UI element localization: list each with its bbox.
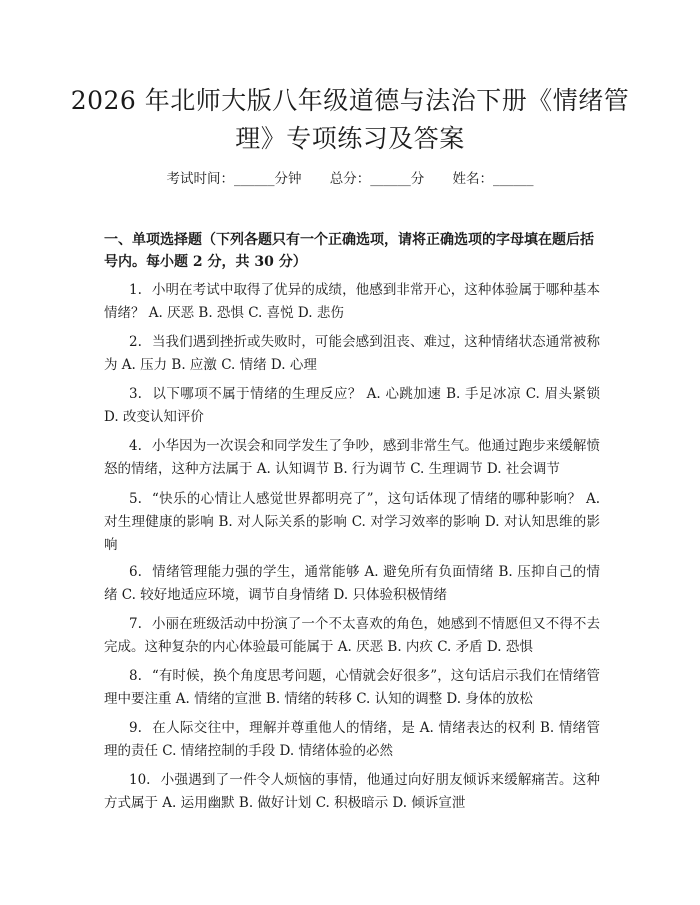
student-name-field: 姓名：______ <box>452 171 534 187</box>
question-text: “快乐的心情让人感觉世界都明亮了”，这句话体现了情绪的哪种影响？ A. 对生理健康的影响 B. 对人际关系的影响 C. 对学习效率的影响 D. 对认知思维的影响 <box>104 491 600 553</box>
question-text: 在人际交往中，理解并尊重他人的情绪，是 A. 情绪表达的权利 B. 情绪管理的责任 C. 情绪控制的手段 D. 情绪体验的必然 <box>104 720 600 759</box>
question-item <box>104 561 600 607</box>
question-number: 7. <box>129 616 142 632</box>
question-number: 1. <box>129 282 142 298</box>
question-text: 小强遇到了一件令人烦恼的事情，他通过向好朋友倾诉来缓解痛苦。这种方式属于 A. 运用幽默 B. 做好计划 C. 积极暗示 D. 倾诉宣泄 <box>104 772 600 811</box>
exam-info-line <box>0 170 700 188</box>
question-text: 当我们遇到挫折或失败时，可能会感到沮丧、难过，这种情绪状态通常被称为 A. 压力 B. 应激 C. 情绪 D. 心理 <box>104 334 600 373</box>
question-text: 小明在考试中取得了优异的成绩，他感到非常开心，这种体验属于哪种基本情绪？ A. 厌恶 B. 恐惧 C. 喜悦 D. 悲伤 <box>104 282 600 321</box>
question-text: 以下哪项不属于情绪的生理反应？ A. 心跳加速 B. 手足冰凉 C. 眉头紧锁 D. 改变认知评价 <box>104 386 600 425</box>
question-number: 9. <box>129 720 142 736</box>
question-number: 4. <box>129 438 142 454</box>
question-text: “有时候，换个角度思考问题，心情就会好很多”，这句话启示我们在情绪管理中要注重 A. 情绪的宣泄 B. 情绪的转移 C. 认知的调整 D. 身体的放松 <box>104 668 600 707</box>
question-item <box>104 665 600 711</box>
question-item <box>104 383 600 429</box>
question-number: 3. <box>129 386 142 402</box>
exam-time-field: 考试时间：______分钟 <box>166 171 302 187</box>
question-text: 小丽在班级活动中扮演了一个不太喜欢的角色，她感到不情愿但又不得不去完成。这种复杂的内心体验最可能属于 A. 厌恶 B. 内疚 C. 矛盾 D. 恐惧 <box>104 616 600 655</box>
question-item <box>104 331 600 377</box>
question-number: 5. <box>129 491 142 507</box>
section-heading: 一、单项选择题（下列各题只有一个正确选项，请将正确选项的字母填在题后括号内。每小题 2 分，共 30 分） <box>104 232 594 270</box>
question-item <box>104 717 600 763</box>
question-item <box>104 488 600 557</box>
question-item <box>104 769 600 815</box>
question-number: 8. <box>129 668 142 684</box>
question-text: 情绪管理能力强的学生，通常能够 A. 避免所有负面情绪 B. 压抑自己的情绪 C. 较好地适应环境，调节自身情绪 D. 只体验积极情绪 <box>104 564 600 603</box>
question-text: 小华因为一次误会和同学发生了争吵，感到非常生气。他通过跑步来缓解愤怒的情绪，这种方法属于 A. 认知调节 B. 行为调节 C. 生理调节 D. 社会调节 <box>104 438 600 477</box>
question-item <box>104 613 600 659</box>
question-number: 2. <box>129 334 142 350</box>
document-title: 2026 年北师大版八年级道德与法治下册《情绪管理》专项练习及答案 <box>70 86 630 153</box>
question-number: 10. <box>129 772 151 788</box>
question-item <box>104 435 600 481</box>
question-item <box>104 279 600 325</box>
total-score-field: 总分：______分 <box>329 171 425 187</box>
question-number: 6. <box>129 564 142 580</box>
